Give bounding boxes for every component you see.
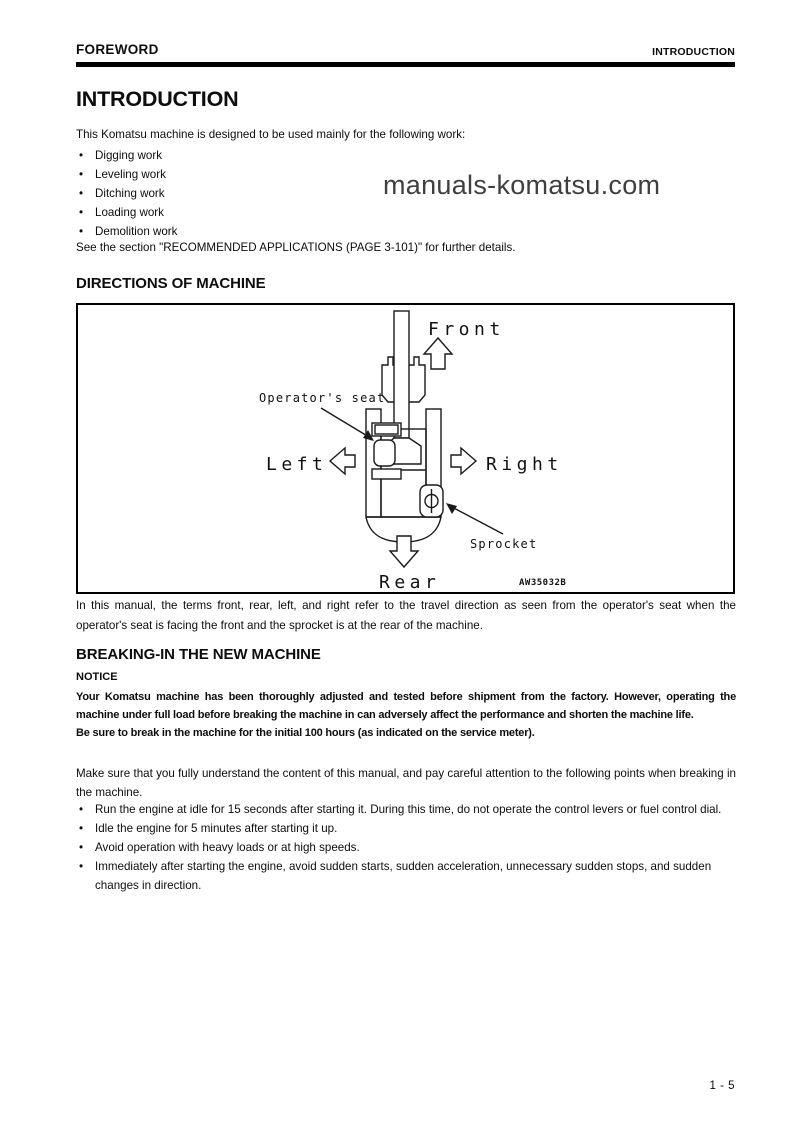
list-item: [76, 222, 735, 241]
list-item-text: Run the engine at idle for 15 seconds after starting it. During this time, do not operate the control levers or fuel control dial.: [95, 803, 722, 816]
bullet-icon: •: [79, 841, 84, 854]
notice-paragraph: Your Komatsu machine has been thoroughly adjusted and tested before shipment from the factory. However, operating the machine under full load before breaking the machine in can adversely affect the performance and shorten the machine life.: [76, 691, 736, 721]
boom-shape: [394, 311, 409, 438]
sprocket-leader-arrowhead: [446, 503, 457, 514]
bullet-icon: •: [79, 149, 84, 162]
rear-label: Rear: [379, 572, 441, 592]
bullet-icon: •: [79, 168, 84, 181]
header-rule: [76, 62, 735, 67]
watermark-text: manuals-komatsu.com: [383, 170, 661, 200]
seat-base: [372, 469, 401, 479]
seat-cushion: [374, 440, 395, 466]
sprocket-leader-line: [450, 506, 503, 534]
bullet-icon: •: [79, 822, 84, 835]
list-item-text: Leveling work: [95, 168, 166, 181]
bullet-icon: •: [79, 860, 84, 873]
list-item-text: Demolition work: [95, 225, 178, 238]
sprocket-label: Sprocket: [470, 537, 538, 551]
section-title-directions: DIRECTIONS OF MACHINE: [76, 275, 266, 292]
left-label: Left: [266, 454, 328, 475]
figure-code: AW35032B: [519, 578, 567, 588]
list-item-text: Ditching work: [95, 187, 165, 200]
front-label: Front: [428, 319, 505, 340]
page-number: 1 - 5: [709, 1080, 735, 1092]
list-item: [76, 819, 736, 838]
list-item: [76, 184, 735, 203]
section-title-breaking-in: BREAKING-IN THE NEW MACHINE: [76, 646, 321, 663]
list-item-text: Loading work: [95, 206, 164, 219]
list-item: [76, 857, 736, 895]
list-item: [76, 165, 735, 184]
intro-bullet-list: [76, 146, 735, 241]
page-title: INTRODUCTION: [76, 87, 239, 111]
list-item: [76, 800, 736, 819]
list-item: [76, 146, 735, 165]
header-section-title: FOREWORD: [76, 42, 159, 57]
list-item-text: Digging work: [95, 149, 163, 162]
bullet-icon: •: [79, 187, 84, 200]
breaking-in-bullet-list: [76, 800, 736, 895]
notice-text-block: [76, 688, 736, 742]
machine-top-view-diagram: [78, 305, 733, 592]
notice-label: NOTICE: [76, 671, 118, 683]
bullet-icon: •: [79, 803, 84, 816]
seat-leader-line: [321, 408, 369, 437]
directions-figure: [76, 303, 735, 594]
list-item: [76, 203, 735, 222]
intro-lead: This Komatsu machine is designed to be used mainly for the following work:: [76, 128, 466, 141]
directions-caption: In this manual, the terms front, rear, left, and right refer to the travel direction as seen from the operator's seat when the operator's seat is facing the front and the sprocket is at the rear of the machine.: [76, 599, 736, 632]
list-item: [76, 838, 736, 857]
right-label: Right: [486, 454, 563, 475]
list-item-text: Avoid operation with heavy loads or at high speeds.: [95, 841, 360, 854]
breaking-in-attention-text: Make sure that you fully understand the content of this manual, and pay careful attention to the following points when breaking in the machine.: [76, 767, 736, 799]
list-item-text: Immediately after starting the engine, avoid sudden starts, sudden acceleration, unnecessary sudden stops, and sudden changes in direction.: [95, 860, 712, 892]
front-arrow-icon: [424, 338, 452, 369]
see-also-note: See the section "RECOMMENDED APPLICATIONS (PAGE 3-101)" for further details.: [76, 241, 516, 254]
right-arrow-icon: [451, 448, 476, 474]
bullet-icon: •: [79, 206, 84, 219]
left-arrow-icon: [330, 448, 355, 474]
bullet-icon: •: [79, 225, 84, 238]
operator-seat-label: Operator's seat: [259, 391, 386, 405]
list-item-text: Idle the engine for 5 minutes after starting it up.: [95, 822, 338, 835]
notice-paragraph: Be sure to break in the machine for the initial 100 hours (as indicated on the service meter).: [76, 727, 535, 739]
header-chapter-title: INTRODUCTION: [652, 46, 735, 58]
